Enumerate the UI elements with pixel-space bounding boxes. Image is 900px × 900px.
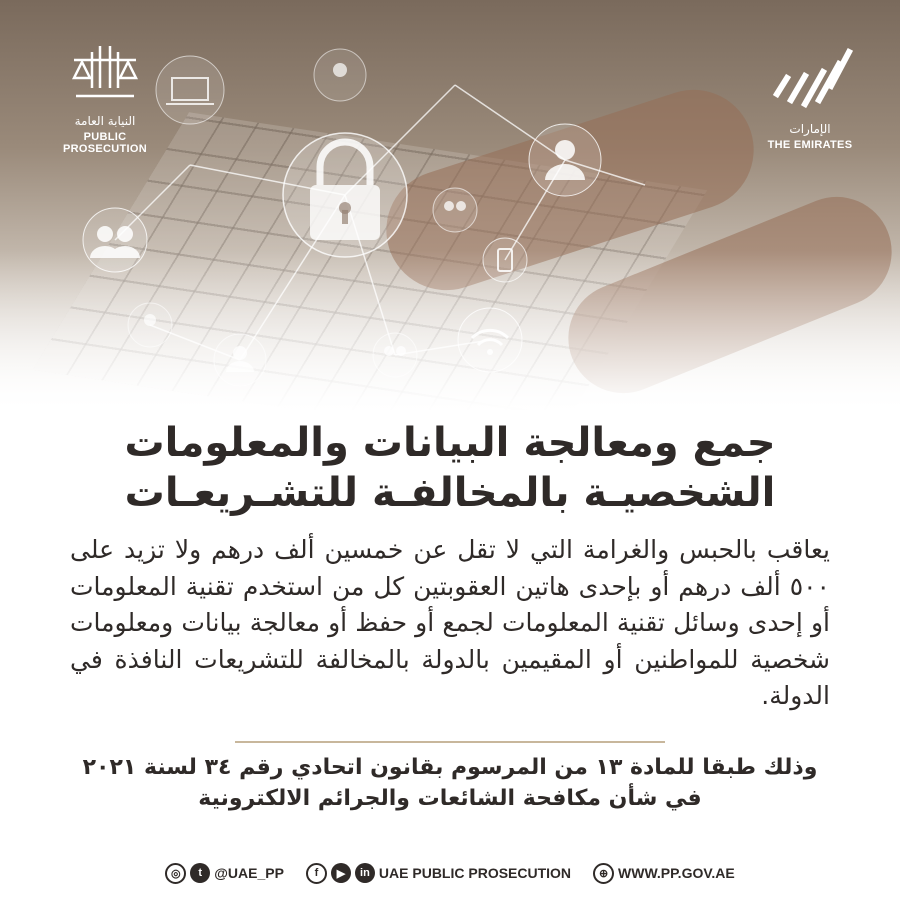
logo-english-text: PUBLIC PROSECUTION (63, 131, 147, 155)
twitter-icon[interactable]: t (190, 863, 210, 883)
social-handle[interactable]: @UAE_PP (214, 865, 284, 881)
title-line-1: جمع ومعالجة البيانات والمعلومات (124, 420, 776, 466)
website-group (593, 863, 735, 884)
user-icon (529, 124, 601, 196)
legal-reference-line-1: وذلك طبقا للمادة ١٣ من المرسوم بقانون اتحادي رقم ٣٤ لسنة ٢٠٢١ (82, 755, 818, 780)
scales-of-justice-icon (70, 42, 140, 104)
facebook-icon[interactable]: f (306, 863, 327, 884)
organization-name[interactable]: UAE PUBLIC PROSECUTION (378, 865, 572, 881)
youtube-icon[interactable]: ▶ (331, 863, 351, 883)
hero-fade (0, 250, 900, 420)
social-name-group (306, 863, 571, 884)
logo-arabic-text: الإمارات (789, 122, 831, 136)
legal-reference-line-2: في شأن مكافحة الشائعات والجرائم الالكترونية (198, 786, 702, 811)
emirates-brand-icon (765, 42, 855, 112)
user-icon (314, 49, 366, 101)
title-line-2: الشخصيـة بالمخالفـة للتشـريعـات (124, 470, 776, 516)
social-handle-group (165, 863, 284, 884)
users-icon (433, 188, 477, 232)
globe-icon[interactable]: ⊕ (593, 863, 614, 884)
law-body-text: يعاقب بالحبس والغرامة التي لا تقل عن خمسين ألف درهم ولا تزيد على ٥٠٠ ألف درهم أو بإحدى هاتين العقوبتين كل من استخدم تقنية المعلومات أو إحدى وسائل تقنية المعلومات لجمع أو حفظ أو معالجة بيانات ومعلومات شخصية للمواطنين أو المقيمين بالدولة بالمخالفة للتشريعات النافذة في الدولة. (70, 535, 830, 710)
page-title (60, 418, 840, 518)
logo-arabic-text: النيابة العامة (74, 114, 136, 128)
legal-reference (70, 752, 830, 814)
the-emirates-logo (760, 42, 860, 151)
footer (0, 858, 900, 888)
padlock-icon (283, 133, 407, 257)
instagram-icon[interactable]: ◎ (165, 863, 186, 884)
hero-image (0, 0, 900, 420)
public-prosecution-logo (40, 42, 170, 155)
website-link[interactable]: WWW.PP.GOV.AE (618, 865, 735, 881)
logo-english-text: THE EMIRATES (767, 139, 853, 151)
linkedin-icon[interactable]: in (355, 863, 375, 883)
divider-line (235, 741, 665, 743)
